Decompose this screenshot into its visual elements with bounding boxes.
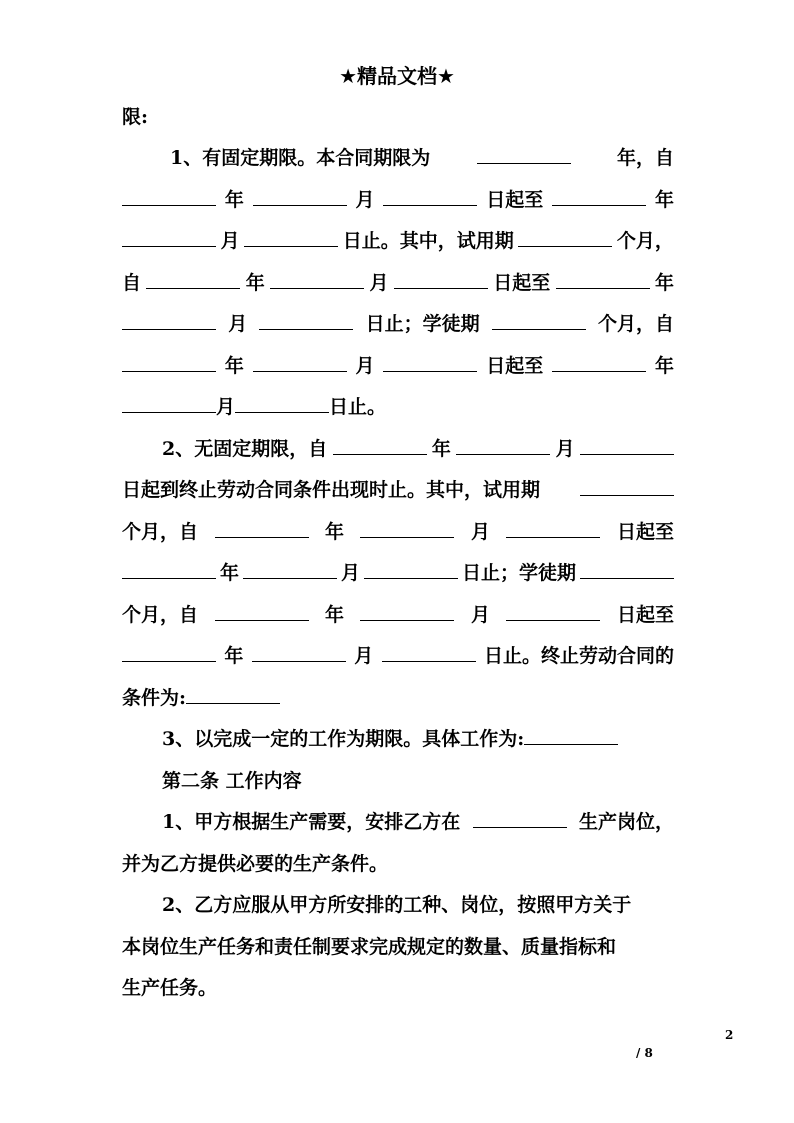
text-segment: 个月，自 bbox=[597, 313, 674, 335]
text-segment: 个月，自 bbox=[122, 604, 199, 626]
fill-in-blank bbox=[122, 349, 216, 372]
text-segment: 年，自 bbox=[616, 147, 674, 169]
text-segment: 年 bbox=[224, 355, 244, 377]
fill-in-blank bbox=[473, 805, 567, 828]
text-segment: 日止；学徒期 bbox=[365, 313, 480, 335]
text-segment: 年 bbox=[224, 645, 244, 667]
text-segment: 日止。其中，试用期 bbox=[342, 230, 514, 252]
fill-in-blank bbox=[122, 639, 216, 662]
fill-in-blank bbox=[235, 390, 329, 413]
fill-in-blank bbox=[477, 141, 571, 164]
text-segment: 3、以完成一定的工作为期限。具体工作为: bbox=[162, 728, 525, 750]
fill-in-blank bbox=[253, 183, 347, 206]
text-line bbox=[122, 473, 674, 507]
text-line bbox=[122, 390, 674, 424]
fill-in-blank bbox=[580, 473, 674, 496]
fill-in-blank bbox=[580, 432, 674, 455]
fill-in-blank bbox=[506, 515, 600, 538]
fill-in-blank bbox=[122, 390, 216, 413]
text-line bbox=[162, 764, 674, 798]
text-line bbox=[122, 515, 674, 549]
fill-in-blank bbox=[492, 307, 586, 330]
fill-in-blank bbox=[146, 266, 240, 289]
text-segment: 2、无固定期限，自 bbox=[162, 438, 328, 460]
text-segment: 日止。 bbox=[329, 396, 387, 418]
fill-in-blank bbox=[122, 224, 216, 247]
text-segment: 限: bbox=[122, 106, 149, 128]
text-segment: 日止；学徒期 bbox=[461, 562, 576, 584]
text-segment: 年 bbox=[324, 521, 344, 543]
text-segment: 并为乙方提供必要的生产条件。 bbox=[122, 853, 389, 875]
text-segment: 年 bbox=[219, 562, 239, 584]
text-segment: 日止。终止劳动合同的 bbox=[483, 645, 674, 667]
fill-in-blank bbox=[215, 515, 309, 538]
fill-in-blank bbox=[270, 266, 364, 289]
fill-in-blank bbox=[333, 432, 427, 455]
text-line bbox=[122, 224, 674, 258]
text-segment: 月 bbox=[355, 189, 375, 211]
text-segment: 月 bbox=[228, 313, 248, 335]
text-line bbox=[162, 432, 674, 466]
text-segment: 日起至 bbox=[616, 604, 674, 626]
text-segment: 年 bbox=[431, 438, 451, 460]
text-segment: 日起至 bbox=[493, 272, 551, 294]
text-segment: 月 bbox=[555, 438, 575, 460]
page-number: 2 bbox=[725, 1028, 734, 1042]
text-line bbox=[122, 930, 674, 964]
fill-in-blank bbox=[580, 556, 674, 579]
fill-in-blank bbox=[556, 266, 650, 289]
text-line bbox=[122, 556, 674, 590]
fill-in-blank bbox=[360, 515, 454, 538]
text-line bbox=[162, 722, 674, 756]
fill-in-blank bbox=[215, 598, 309, 621]
text-segment: 1、有固定期限。本合同期限为 bbox=[170, 147, 431, 169]
fill-in-blank bbox=[518, 224, 612, 247]
text-segment: 个月， bbox=[616, 230, 674, 252]
text-line bbox=[122, 307, 674, 341]
text-segment: 月 bbox=[354, 645, 374, 667]
text-line bbox=[122, 100, 674, 134]
text-segment: 日起至 bbox=[616, 521, 674, 543]
fill-in-blank bbox=[383, 349, 477, 372]
fill-in-blank bbox=[456, 432, 550, 455]
text-segment: 月 bbox=[340, 562, 360, 584]
text-line bbox=[170, 141, 674, 175]
fill-in-blank bbox=[122, 556, 216, 579]
fill-in-blank bbox=[253, 349, 347, 372]
text-segment: 日起到终止劳动合同条件出现时止。其中，试用期 bbox=[122, 479, 541, 501]
text-segment: 月 bbox=[470, 604, 490, 626]
text-segment: 日起至 bbox=[486, 189, 544, 211]
fill-in-blank bbox=[259, 307, 353, 330]
fill-in-blank bbox=[383, 183, 477, 206]
text-segment: 生产岗位， bbox=[578, 811, 674, 833]
fill-in-blank bbox=[394, 266, 488, 289]
fill-in-blank bbox=[382, 639, 476, 662]
text-line bbox=[162, 805, 674, 839]
text-line bbox=[122, 183, 674, 217]
text-segment: 年 bbox=[654, 355, 674, 377]
fill-in-blank bbox=[244, 224, 338, 247]
text-line bbox=[122, 349, 674, 383]
text-line bbox=[122, 639, 674, 673]
text-segment: 月 bbox=[216, 396, 236, 418]
text-segment: 月 bbox=[369, 272, 389, 294]
text-segment: 月 bbox=[355, 355, 375, 377]
fill-in-blank bbox=[243, 556, 337, 579]
text-segment: 年 bbox=[245, 272, 265, 294]
fill-in-blank bbox=[364, 556, 458, 579]
text-segment: 月 bbox=[470, 521, 490, 543]
fill-in-blank bbox=[122, 307, 216, 330]
fill-in-blank bbox=[506, 598, 600, 621]
fill-in-blank bbox=[122, 183, 216, 206]
text-segment: 2、乙方应服从甲方所安排的工种、岗位，按照甲方关于 bbox=[162, 894, 632, 916]
text-segment: 年 bbox=[324, 604, 344, 626]
text-line bbox=[162, 888, 674, 922]
page-total: / 8 bbox=[636, 1046, 653, 1060]
text-segment: 1、甲方根据生产需要，安排乙方在 bbox=[162, 811, 461, 833]
page-header-title: ★精品文档★ bbox=[339, 64, 455, 88]
text-line bbox=[122, 681, 674, 715]
fill-in-blank bbox=[524, 722, 618, 745]
fill-in-blank bbox=[360, 598, 454, 621]
text-line bbox=[122, 598, 674, 632]
text-segment: 自 bbox=[122, 272, 142, 294]
text-segment: 本岗位生产任务和责任制要求完成规定的数量、质量指标和 bbox=[122, 936, 617, 958]
text-segment: 年 bbox=[654, 272, 674, 294]
fill-in-blank bbox=[552, 183, 646, 206]
text-segment: 年 bbox=[224, 189, 244, 211]
text-segment: 年 bbox=[654, 189, 674, 211]
fill-in-blank bbox=[186, 681, 280, 704]
text-segment: 日起至 bbox=[486, 355, 544, 377]
text-segment: 个月，自 bbox=[122, 521, 199, 543]
text-line bbox=[122, 971, 674, 1005]
fill-in-blank bbox=[252, 639, 346, 662]
text-segment: 生产任务。 bbox=[122, 977, 218, 999]
fill-in-blank bbox=[552, 349, 646, 372]
text-segment: 第二条 工作内容 bbox=[162, 770, 302, 792]
text-segment: 月 bbox=[220, 230, 240, 252]
text-segment: 条件为: bbox=[122, 687, 187, 709]
text-line bbox=[122, 847, 674, 881]
text-line bbox=[122, 266, 674, 300]
